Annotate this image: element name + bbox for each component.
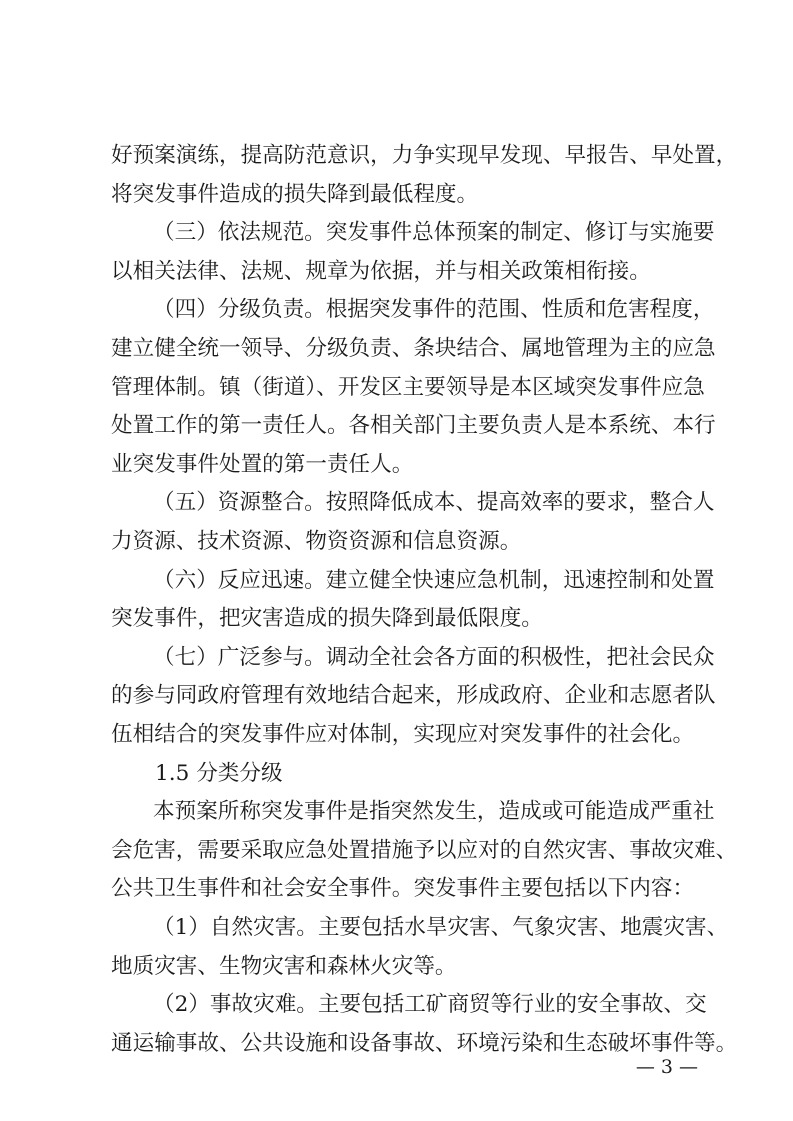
page-number: — 3 — [635,1056,698,1078]
body-text-line: 本预案所称突发事件是指突然发生，造成或可能造成严重社 [153,799,715,824]
body-text-line: （六）反应迅速。建立健全快速应急机制，迅速控制和处置 [153,568,715,593]
body-text-line: 的参与同政府管理有效地结合起来，形成政府、企业和志愿者队 [111,683,716,708]
body-text-line: 处置工作的第一责任人。各相关部门主要负责人是本系统、本行 [111,413,716,438]
body-text-line: （三）依法规范。突发事件总体预案的制定、修订与实施要 [153,220,715,245]
section-heading: 1.5 分类分级 [155,761,283,786]
body-text-line: （2）事故灾难。主要包括工矿商贸等行业的安全事故、交 [153,992,707,1017]
body-text-line: （1）自然灾害。主要包括水旱灾害、气象灾害、地震灾害、 [153,915,729,940]
body-text-line: 公共卫生事件和社会安全事件。突发事件主要包括以下内容： [111,876,695,901]
body-text-line: 通运输事故、公共设施和设备事故、环境污染和生态破坏事件等。 [111,1031,738,1056]
body-text-line: 建立健全统一领导、分级负责、条块结合、属地管理为主的应急 [111,336,716,361]
body-text-line: 将突发事件造成的损失降到最低程度。 [111,182,479,207]
body-text-line: 好预案演练，提高防范意识，力争实现早发现、早报告、早处置， [111,143,738,168]
body-text-line: 力资源、技术资源、物资资源和信息资源。 [111,529,522,554]
body-text-line: （五）资源整合。按照降低成本、提高效率的要求，整合人 [153,490,715,515]
body-text-line: 伍相结合的突发事件应对体制，实现应对突发事件的社会化。 [111,722,695,747]
body-text-line: （七）广泛参与。调动全社会各方面的积极性，把社会民众 [153,645,715,670]
body-text-line: 突发事件，把灾害造成的损失降到最低限度。 [111,606,543,631]
body-text-line: 业突发事件处置的第一责任人。 [111,452,414,477]
body-text-line: 地质灾害、生物灾害和森林火灾等。 [111,954,457,979]
body-text-line: 以相关法律、法规、规章为依据，并与相关政策相衔接。 [111,259,651,284]
body-text-line: 管理体制。镇（街道）、开发区主要领导是本区域突发事件应急 [111,375,705,400]
body-text-line: 会危害，需要采取应急处置措施予以应对的自然灾害、事故灾难、 [111,838,738,863]
body-text-line: （四）分级负责。根据突发事件的范围、性质和危害程度， [153,297,715,322]
